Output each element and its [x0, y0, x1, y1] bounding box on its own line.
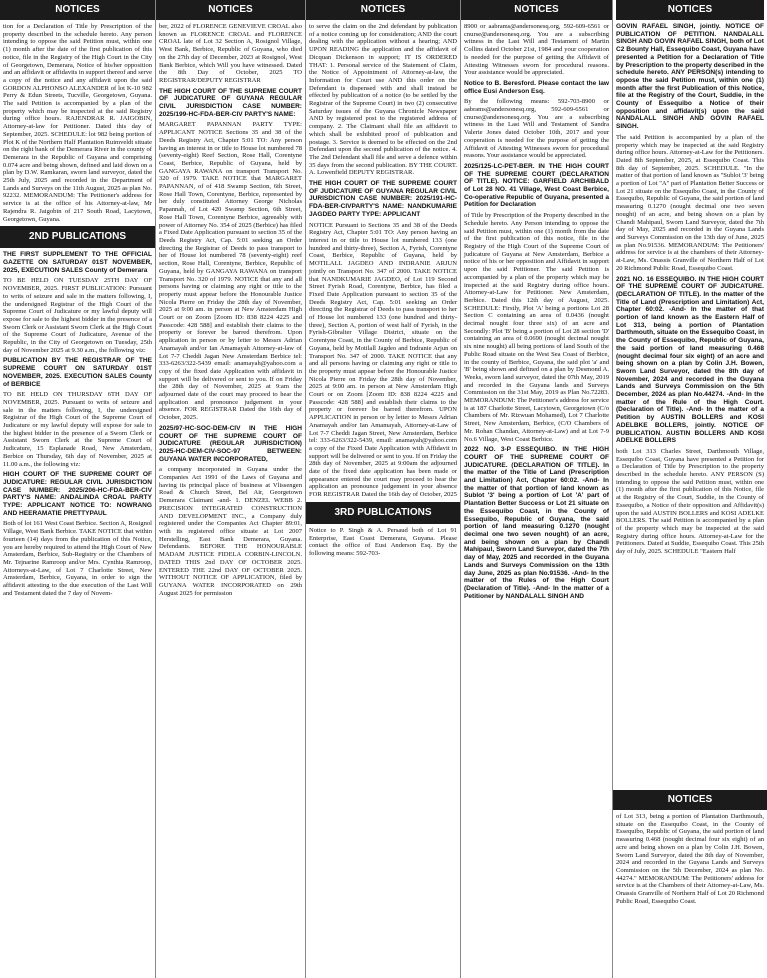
- column-3: [305, 0, 460, 978]
- notice-text: MARGARET PAPANNAN PARTY TYPE: APPLICANT NOTICE Sections 35 and 38 of the Deeds Registry Act, Chapter 5:01 TO: Any person having an interest in or title to House lot numbered 78 (seventy-eight) Reef Section, Rose Hall, Corentyne Coast, Berbice, Republic of Guyana, held by GANGAYA RAWANA on transport Transport No. 320 of 1979. TAKE NOTICE that MARGARET PAPANNAN, of of 418 Swamp Section, 6th Street, Rose Hall Town, Corentyne, Berbice, represented by her duly constituted Attorney George Nicholas Papannah, of Lot 420 Swamp Section, 6th Street, Rose Hall Town, Corentyne Berbice, agreeably with power of Attorney No. 354 of 2025 (Berbice) has filed a Fixed Date Application pursuant to section 35 of the Deeds Registry Act, Cap. 5:01 seeking an Order directing the Registrar of Deeds to pass transport to her of House lot numbered 78 (seventy-eight) reef section, Rose Hall, Corentyne, Berbice, Republic of Guyana, held by GANGAYA RAWANA on transport Transport No. 320 of 1979. NOTICE that any and all persons having or claiming any right or title to the property must appear before the Honourable Justice Nicola Pierre on Friday the 28th day of November, 2025 at 9:00 am. in person at New Amsterdam High Court or on Zoom [Zoom ID: 838 8224 4225 and Passcode: 428 588] and establish their claims to the property or forever be barred therefrom. Upon application in person or by letter to Messrs Adrian Anamayah and/or Ian Amamayah Attorney-at-law of Lot 7-7 Cheddi Jagan New Amsterdam Berbice tel: 333-6263/322-5439 email: anamayah@yahoo.com a copy of the fixed date Application with affidavit in support will be delivered or sent to you. If on Friday the 28th day of November, 2025 at 9:am the adjourned date of the court may proceed to hear the application and pronounce judgement in your absence. FOR REGISTRAR Dated the 16th day of October, 2025.: [159, 121, 302, 422]
- notice-text: of Title by Prescription of the Property described in the Schedule hereto. Any Person intending to oppose the said Petition must, within one (1) month from the date of the first publication of this notice, file in the Registry of the High Court of the Supreme Court of judicature of Guyana at New Amsterdam, Berbice a notice of his or her opposition and Affidavit in support upon the said Petitioner. The said Petition is accompanied by a plan of the property which may be inspected at the said Registry during office hours. Attorney-at-Law for Petitioner. New Amsterdam, Berbice. Dated this 12th day of August, 2025. SCHEDULE: Firstly, Plot 'A' being a portions Lot 28 Section C containing an area of 0.0436 (nought decimal nought four three six) of an acre and Secondly: Plot 'B' being a portion of Lot 28 section 'D' containing an area of 0.0690 (nought decimal nought six nine nought) all being portions of land South of the Public Road situate on the West Sea Coast of Berbice, in the county of Berbice, Guyana, the said plot 'a' and 'B' being shown and defined on a plan by Desmond A. Weeks, sworn land surveyor, dated the 07th May, 2019 and recorded in the Guyana lands and Surveys Commission on the 31st May, 2019 as Plan No.72283. MEMORANDUM: The Petitioner's address for service is at 187 Charlotte Street, Lacytown, Georgetown (C/o Chambers of Mr. Rizwuan Mohamed), Lot 7 Charlotte Street, New Amsterdam, Berbice, (C/O Chambers of Mr. Rohan Chandan, Attorney-at-Law) and at Lot 7-9 No.6 Village, West Coast Berbice.: [464, 212, 609, 443]
- notice-text: TO BE HELD ON TUESDAY 25TH DAY OF NOVEMBER, 2025. FIRST PUBLICATION: Pursuant to writs of seizure and sale in the matters following, I, the undersigned Registrar of the High Court of the Supreme Court of Judicature or my lawful deputy will expose for sale to the highest bidder in the presence of a Sworn Clerk or Assistant Sworn Clerk at the High Court of the Supreme Court of Judicature, Avenue of the Republic, in the City of Georgetown on Tuesday, 25th day of November 2025 at 9.30 a.m., the following viz:: [3, 277, 152, 354]
- notice-heading: THE HIGH COURT OF THE SUPREME COURT OF JUDICATURE OF GUYANA REGULAR CIVIL JURISDICTION CASE NUMBER: 2025/199-HC-FDA-BER-CIV PARTY'S NAME:: [159, 87, 302, 118]
- notice-heading: 2022 NO. 3-P ESSEQUIBO. IN THE HIGH COURT OF THE SUPREME COURT OF JUDICATURE. (DECLARATION OF TITLE). In the matter of the Title of Land (Prescription and Limitation) Act, Chapter 60:02. -And- In the matter of that portion of land known as Sublot '3' being a portion of Lot 'A' part of Plantation Better Success or Lot 21 situate on the Essequibo Coast, in the County of Essequibo, Republic of Guyana, the said portion of land measuring 0.1270 (nought decimal one two seven nought) of an acre, and being shown on a plan by Chandi Mahipaul, Sworn Land Surveyor, dated the 7th day of May, 2025 and recorded in the Guyana Lands and Surveys Commission on the 13th day June, 2025 as plan No.91536. -And- In the matter of the Rules of the High Court (Declaration of Title). -And- In the matter of a Petitioner by NANDALALL SINGH AND: [464, 446, 609, 600]
- notice-text: to serve the claim on the 2nd defendant by publication of a notice coming up for consideration; AND the court dealing with the application without a hearing; AND UPON READING the application and the affidavit of Dicquan Dickenson in support; IT IS ORDERED THAT: 1. Personal service of the Statement of Claim, the Notice of Appointment of Attorney-at-law, the Information for Court use AND this order on the Defendant is dispensed with and shall instead be effected by publication of a notice (to be settled by the Registrar of the Supreme Court) in two (2) consecutive Saturday issues of the Guyana Chronicle Newspaper AND by registered post to the registered address of company. 2. The Claimant shall file an affidavit to which shall be exhibited proof of publication and postage. 3. Service is deemed to be effected on the 2nd Defendant upon the second publication of the notice. 4. The 2nd Defendant shall file and serve a defence within 35 days from the second publication. BY THE COURT. A. Lowenfield DEPUTY REGISTRAR.: [309, 23, 457, 177]
- notice-text: a company incorporated in Guyana under the Companies Act 1991 of the Laws of Guyana and having its principal place of business at Vlissengen Road & Church Street, Bel Air, Georgetown Demerara Claimant -and- 1. DENZEL WEBB 2. PRECISION INTEGRATED CONSTRUCTION AND DEVELOPMENT INC., a Company duly registered under the Companies Act Chapter 89:01, with its registered office situate at Lot 2007 Herstelling, East Bank Demerara, Guyana. Defendants. BEFORE THE HONOURABLE MADAM JUSTICE FIDELA CORBIN-LINCOLN. DATED THIS 2nd DAY OF OCTOBER 2025. ENTERED THE 22nd DAY OF OCTOBER 2025. WITHOUT NOTICE OF APPLICATION, filed by GUYANA WATER INCORPORATED on 29th August 2025 for permission: [159, 466, 302, 597]
- notice-heading: 2025/97-HC-SOC-DEM-CIV IN THE HIGH COURT OF THE SUPREME COURT OF JUDICATURE (REGULAR JURISDICTION) 2025-HC-DEM-CIV-SOC-97 BETWEEN: GUYANA WATER INCORPORATED,: [159, 424, 302, 463]
- notice-heading: 2025/125-LC-PET-BER. IN THE HIGH COURT OF THE SUPREME COURT (DECLARATION OF TITLE). NOTICE: GARFIELD ARCHIBALD of Lot 28 NO. 41 Village, West Coast Berbice, Co-operative Republic of Guyana, presented a Petition for Declaration: [464, 162, 609, 209]
- column-4: [460, 0, 612, 978]
- notice-heading: Notice to B. Beresford. Please contact the law office Eusi Anderson Esq.: [464, 79, 609, 95]
- notice-text: By the following means: 592-703-8900 or aabrams@andersonesq.org, 592-609-6561 or cnurse@andersonesq.org. You are a subscribing witness in the Last Will and Testament of Sandra Valerie Jones dated October 10th, 2017 and your cooperation is needed for the purpose of getting the Affidavit of Attesting Witnesses sworn for procedural reasons. Your assistance would be appreciated.: [464, 98, 609, 160]
- notice-text: TO BE HELD ON THURSDAY 6TH DAY OF NOVEMBER, 2025. Pursuant to writs of seizure and sale in the matters following, I, the undersigned Registrar of the High Court of the Supreme Court of Judicature or my lawful deputy will expose for sale to the highest bidder in the presence of a Sworn Clerk or Assistant Sworn Clerk at the Supreme Court of Judicature, 15 Esplanade Road, New Amsterdam, Berbice on Thursday, 6th day of November, 2025 at 11.00 a.m., the following viz:: [3, 391, 152, 468]
- notices-header: NOTICES: [156, 0, 305, 20]
- notices-header: NOTICES: [306, 0, 460, 20]
- notice-heading: GOVIN RAFAEL SINGH, jointly. NOTICE OF PUBLICATION OF PETITION. NANDALALL SINGH AND GOVIN RAFAEL SINGH, both of Lot C2 Bounty Hall, Essequibo Coast, Guyana have presented a Petition for a Declaration of Title by Prescription to the property described in the schedule hereto. ANY PERSON(s) intending to oppose the said Petition must, within one (1) month after the first Publication of this Notice, file at the Registry of the Court, Suddie, in the County of Essequibo a Notice of their opposition and affidavit(s) upon the said NANDALALL SINGH AND GOVIN RAFAEL SINGH.: [616, 23, 764, 131]
- notice-heading: THE FIRST SUPPLEMENT TO THE OFFICIAL GAZETTE ON SATURDAY 01ST NOVEMBER, 2025, EXECUTION SALES County of Demerara: [3, 251, 152, 274]
- notices-header: NOTICES: [613, 790, 767, 810]
- notice-text: The said Petition is accompanied by a plan of the property which may be inspected at the said Registry during office hours. Attorney-at-Law for the Petitioners. Dated 8th September, 2025, at Essequibo Coast. This 8th day of September, 2025. SCHEDULE. "In the matter of that portion of land known as "Sublot '3' being a portion of Lot "A" part of Plantation Better Success or Lot 21 situate on the Essequibo Coast, in the County of Essequibo, Republic of Guyana, the said portion of land measuring 0.1270 (nought decimal one two seven nought) of an acre, and being shown on a plan by Chandi Mahipaul, Sworn Land Surveyor, dated the 7th day of May, 2025 and recorded in the Guyana Lands and Surveys Commission on the 13th day of June, 2025 as plan No.91536. MEMORANDUM: The Petitioners' address for service is at the chambers of their Attorney-at-Law, Ms. Onassis Granville of Northern Half of Lot 20 Richmond Public Road, Essequibo Coast.: [616, 133, 764, 272]
- notice-text: tion for a Declaration of Title by Prescription of the property described in the schedule hereto. Any person intending to oppose the said Petition must, within one (1) month after the date of the first publication of this notice, file in the Registry of the High Court in the City of Georgetown, Demerara, Notice of his/her opposition and an affidavit or affidavits in support thereof and serve a copy of the notice and any affidavit upon the said GORDON ALPHONSO ALEXANDER of lot K-10 982 Perry & Edun Streets, Tucville, Georgetown, Guyana. The said Petition is accompanied by a plan of the property which may be inspected at the said Registry during office hours. RAJENDRAR R. JAIGOBIN, Attorney-at-law for Petitioner. Dated this day of September, 2025. SCHEDULE: lot 982 being portion of Plot K of the Northern Half Plantation Ruimveldt situate on the right bank of the Demerara River in the county of Demerara in the Republic of Guyana and comprising 0.074 acre and being shown, defined and laid down on a plan by D.W. Ramkaran, sworn land surveyor, dated the 25th July, 2025 and recorded in the Department of Lands and Surveys on the 11th August, 2025 as plan No. 92232. MEMORANDUM: The Petitioner's address for service is at the office of his Attorney-at-law, Mr Rajendra R. Jaigobin of 217 South Road, Lacytown, Georgetown, Guyana.: [3, 23, 153, 223]
- notice-heading: PUBLICATION BY THE REGISTRAR OF THE SUPREME COURT ON SATURDAY 01ST NOVEMBER, 2025. EXECUTION SALES County of BERBICE: [3, 357, 152, 388]
- notice-heading: 2021 NO. 16 ESSEQUIBO. IN THE HIGH COURT OF THE SUPREME COURT OF JUDICATURE. (DECLARATION OF TITLE). In the matter of the Title of Land (Prescription and Limitation) Act, Chapter 60:02. -And- In the matter of that portion of land known as the Eastern Half of Lot 313, being a portion of Plantation Darthmouth, situate on the Essequibo Coast, in the County of Essequibo, Republic of Guyana, the said portion of land measuring 0.468 (nought decimal four six eight) of an acre and being shown on a plan by Colin J.H. Bowen, Sworn Land Surveyor, dated the 8th day of November, 2024 and recorded in the Guyana Lands and Surveys Commission on the 5th December, 2024 as plan No.44274. -And- In the matter of the Rule of the High Court. (Declaration of Title). -And- In the matter of a Petition by AUSTIN BOLLERS and KOSI ADELBKE BOLLERS, jointly. NOTICE OF PUBLICATION. AUSTIN BOLLERS AND KOSI ADELKE BOLLERS: [616, 275, 764, 445]
- notice-heading: THE HIGH COURT OF THE SUPREME COURT OF JUDICATURE OF GUYANA REGULAR CIVIL JURISDICTION CASE NUMBER: 2025/191-HC-FDA-BER-CIVPARTY'S NAME: NANDKUMARIE JAGDEO PARTY TYPE: APPLICANT: [309, 180, 457, 218]
- notice-text: ber, 2022 of FLORENCE GENEVIEVE CROAL also known as FLORENCE CROAL and FLORENCE CROAL late of Lot 32 Section A, Rosignol Village, West Bank, Berbice, Republic of Guyana, who died on the 27th day of December, 2023 at Rosignol, West Bank Berbice, which Will you have witnessed. Dated the 8th Day of October, 2025 TO REGISTRAR/DEPUTY REGISTRAR: [159, 23, 302, 84]
- notice-text: Both of lot 161 West Coast Berbice. Section A, Rosignol Village, West Bank Berbice. TAKE NOTICE that within fourteen (14) days from the publication of this Notice, you are hereby required to attend the High Court of New Amsterdam, Berbice, Sub-Registry or the Chambers of Mr. Tejnarine Ramroop and/or Mrs. Cynthia Ramroop, Attorneys-at-Law, of Lot 7 Charlotte Street, New Amsterdam, Berbice, Guyana, in order to sign the affidavit attesting to the due execution of the Last Will and Testament dated the 7 day of Novem-: [3, 520, 152, 597]
- notice-text: of Lot 313, being a portion of Plantation Darthmouth, situate on the Essequibo Coast, in the County of Essequibo, Republic of Guyana, the said portion of land measuring 0.468 (nought decimal four six eight) of an acre and being shown on a plan by Colin J.H. Bowen, Sworn Land Surveyor, dated the 8th day of November, 2024 and recorded in the Guyana Lands and Surveys Commission on the 5th December, 2024 as plan No. 44274." MEMORANDUM: The Petitioners' address for service is at the Chambers of their Attorney-at-Law, Ms. Onassis Granville of Northern Half of Lot 20 Richmond Public Road, Essequibo Coast.: [616, 813, 764, 905]
- column-1: [0, 0, 155, 978]
- second-publications-header: 2ND PUBLICATIONS: [0, 226, 155, 248]
- notices-header: NOTICES: [461, 0, 612, 20]
- column-2: [155, 0, 305, 978]
- notice-text: Notice to P. Singh & A. Persaud both of Lot 91 Enterprise, East Coast Demerara, Guyana. Please contact the office of Eusi Anderson Esq. By the following means: 592-703-: [309, 526, 457, 557]
- notice-text: 8900 or aabrams@andersonesq.org, 592-609-6561 or cnurse@andersonesq.org. You are a subscribing witness in the Last Will and Testament of Martin Collins dated October 21st, 1984 and your cooperation is needed for the purpose of getting the Affidavit of Attesting Witnesses sworn for procedural reasons. Your assistance would be appreciated.: [464, 23, 609, 77]
- notice-heading: HIGH COURT OF THE SUPREME COURT OF JUDICATURE: REGULAR CIVIL JURISDICTION CASE NUMBER: 2025/206-HC-FDA-BER-CIV PARTY'S NAME: ANDALINDA CROAL PARTY TYPE: APPLICANT NOTICE TO: NOWRANG AND HEERAMATIE PRETTYPAUL: [3, 471, 152, 517]
- notices-header: NOTICES: [616, 0, 764, 20]
- column-5-top: [616, 0, 764, 770]
- column-5-bottom: [616, 790, 764, 908]
- column-5: [612, 0, 767, 978]
- third-publications-header: 3RD PUBLICATIONS: [306, 502, 460, 524]
- notice-text: NOTICE Pursuant to Sections 35 and 38 of the Deeds Registry Act, Chapter 5:01 TO: Any person having an interest in or title to House lot numbered 133 (one hundred and thirty-three), Section A, Fyrish, Corentyne Coast, Berbice, Republic of Guyana, held by MOTILALL JAGDEO AND INDRANIE ARJUN jointly on Transport No. 347 of 2000. TAKE NOTICE that NANDKUMARIE JAGDEO, of Lot 119 Second Street Fyrish Road, Corentyne, Berbice, has filed a Fixed Date Application pursuant to section 35 of the Deeds Registry Act, Cap. 5:01 seeking an Order directing the Registrar of Deeds to pass transport to her of House lot numbered 133 (one hundred and thirty-three), Section A, portion of west half of Fyrish, in the Fyrish-Gibralter Village District, situate on the Corentyne Coast, in the County of Berbice, Republic of Guyana, held by Motilall Jagdeo and Indranie Arjun on Transport No. 347 of 2000. TAKE NOTICE that any and all persons having or claiming any right or title to the property must appear before the Honourable Justice Nicola Pierre on Friday the 28th day of November, 2025 at 9:00 am. in person at New Amsterdam High Court or on Zoom [Zoom ID: 838 8224 4225 and Passcode: 428 588] and establish their claims to the property or forever be barred therefrom. UPON APPLICATION in person or by letter to Messrs Adrian Anamayah and/or Ian Amamayah, Attorney-at-Law of Lot 7-7 Cheddi Jagan Street, New Amsterdam, Berbice tel: 333-6263/322-5439, email: anamayah@yahoo.com a copy of the Fixed Date Application with Affidavit in support will be delivered or sent to you. If on Friday the 28th day of November, 2025 at 9:00am the adjourned date of the fixed date application has been made or appearance entered the court may proceed to hear the application an pronounce judgement in your absence FOR REGISTRAR Dated the 16th day of October, 2025: [309, 221, 457, 499]
- notice-text: both Lot 313 Charles Street, Darthmouth Village, Essequibo Coast, Guyana have presented a Petition for a Declaration of Title by Prescription to the property described in the schedule hereto. ANY PERSON (S) intending to oppose the said Petition must, within one (1) month after the first publication of this Notice, file at the Registry of the Court, Suddie, in the County of Essequibo, a Notice of their opposition and Affidavit(s) upon the said AUSTIN BOLLERS and KOSI ADELKE BOLLERS. The said Petition is accompanied by a plan of the property which may be inspected at the said Registry during office hours. Attorney-at-Law for the Petitioners. Dated at Suddie, Essequibo Coast. This 25th day of July, 2025. SCHEDULE "Eastern Half: [616, 447, 764, 556]
- notices-header: NOTICES: [0, 0, 155, 20]
